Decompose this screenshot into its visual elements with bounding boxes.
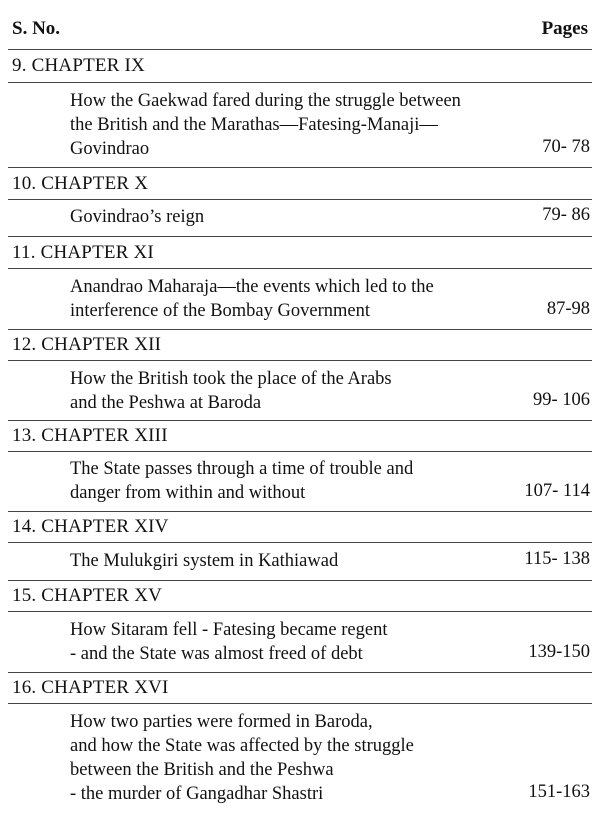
divider <box>8 167 592 168</box>
page-range: 79- 86 <box>542 205 590 225</box>
page-range: 151-163 <box>528 782 590 802</box>
chapter-heading: 15. CHAPTER XV <box>12 585 163 606</box>
description-line: between the British and the Peshwa <box>70 760 334 780</box>
chapter-description <box>70 89 520 161</box>
description-line: The State passes through a time of trouble and <box>70 459 414 479</box>
chapter-description <box>70 710 520 806</box>
divider <box>8 420 592 421</box>
description-line: Govindrao’s reign <box>70 207 205 227</box>
serial-number-heading: S. No. <box>12 18 61 39</box>
chapter-description <box>70 457 520 505</box>
divider <box>8 703 592 704</box>
divider <box>8 511 592 512</box>
divider <box>8 329 592 330</box>
description-line: and how the State was affected by the struggle <box>70 736 414 756</box>
description-line: interference of the Bombay Government <box>70 301 370 321</box>
description-line: - and the State was almost freed of debt <box>70 644 363 664</box>
description-line: How two parties were formed in Baroda, <box>70 712 373 732</box>
chapter-description <box>70 618 520 666</box>
divider <box>8 199 592 200</box>
description-line: How the British took the place of the Arabs <box>70 369 392 389</box>
divider <box>8 611 592 612</box>
description-line: and the Peshwa at Baroda <box>70 393 262 413</box>
chapter-heading: 14. CHAPTER XIV <box>12 516 169 537</box>
description-line: Anandrao Maharaja—the events which led to the <box>70 277 434 297</box>
page-range: 139-150 <box>528 642 590 662</box>
description-line: Govindrao <box>70 139 150 159</box>
divider <box>8 580 592 581</box>
divider <box>8 268 592 269</box>
divider <box>8 236 592 237</box>
divider <box>8 360 592 361</box>
chapter-heading: 16. CHAPTER XVI <box>12 677 169 698</box>
chapter-description <box>70 549 520 573</box>
chapter-heading: 12. CHAPTER XII <box>12 334 162 355</box>
description-line: How Sitaram fell - Fatesing became regent <box>70 620 388 640</box>
chapter-heading: 13. CHAPTER XIII <box>12 425 168 446</box>
page-range: 87-98 <box>546 299 590 319</box>
divider <box>8 672 592 673</box>
page-range: 99- 106 <box>532 390 590 410</box>
divider <box>8 49 592 50</box>
chapter-description <box>70 275 520 323</box>
divider <box>8 451 592 452</box>
chapter-description <box>70 205 520 229</box>
page-range: 115- 138 <box>524 549 590 569</box>
description-line: - the murder of Gangadhar Shastri <box>70 784 324 804</box>
chapter-heading: 9. CHAPTER IX <box>12 55 145 76</box>
divider <box>8 542 592 543</box>
chapter-heading: 10. CHAPTER X <box>12 173 149 194</box>
description-line: How the Gaekwad fared during the struggle between <box>70 91 461 111</box>
page-range: 70- 78 <box>542 137 590 157</box>
divider <box>8 82 592 83</box>
description-line: The Mulukgiri system in Kathiawad <box>70 551 339 571</box>
toc-header <box>12 18 588 44</box>
chapter-description <box>70 367 520 415</box>
description-line: danger from within and without <box>70 483 306 503</box>
pages-heading: Pages <box>541 18 588 39</box>
page-range: 107- 114 <box>524 481 590 501</box>
description-line: the British and the Marathas—Fatesing-Manaji— <box>70 115 438 135</box>
chapter-heading: 11. CHAPTER XI <box>12 242 154 263</box>
